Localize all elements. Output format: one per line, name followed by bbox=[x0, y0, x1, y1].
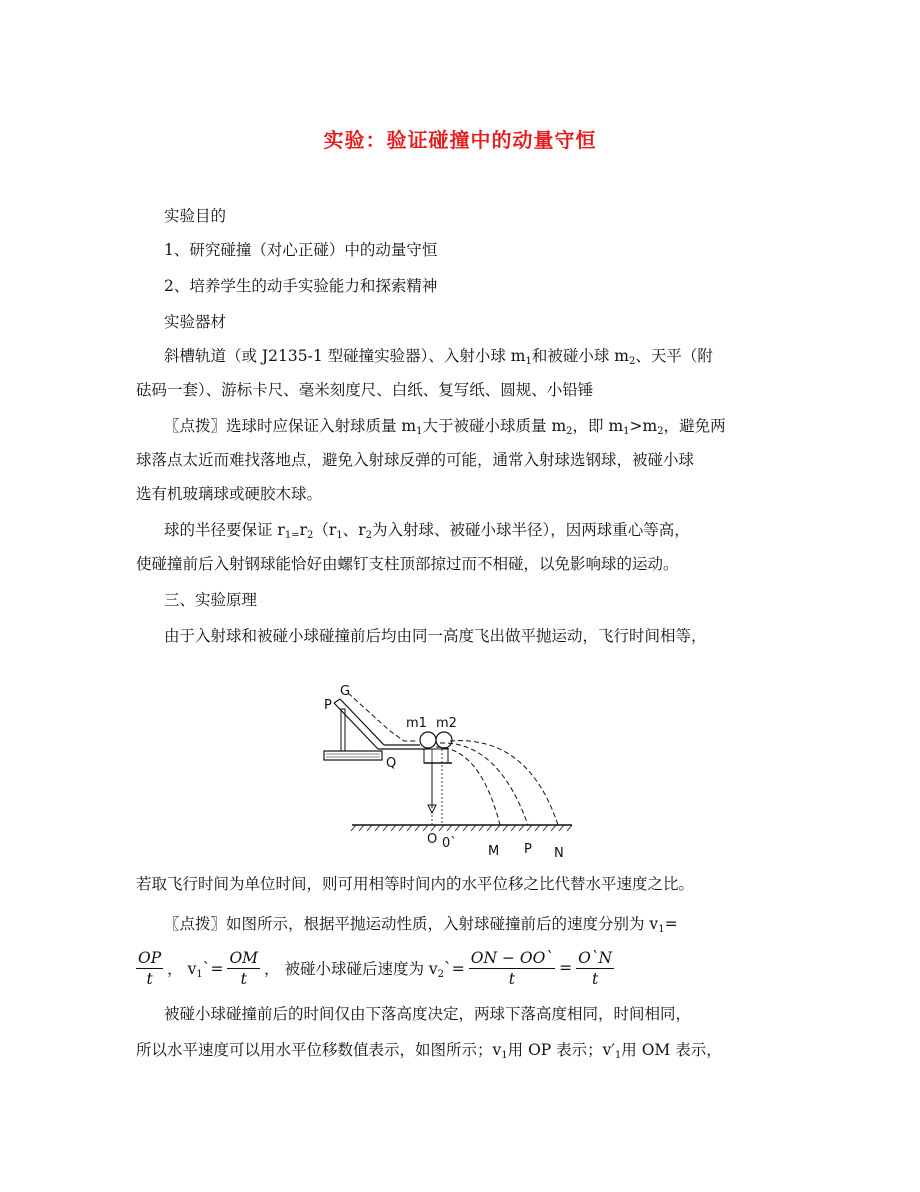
trajectory-n bbox=[450, 741, 558, 825]
page-title: 实验：验证碰撞中的动量守恒 bbox=[323, 128, 597, 152]
section-heading-equipment: 实验器材 bbox=[164, 313, 227, 331]
eq-text-v2-prime: ， 被碰小球碰后速度为 $v_2`=$ bbox=[264, 960, 465, 980]
velocity-equations bbox=[136, 944, 614, 992]
label-g: G bbox=[340, 684, 351, 699]
principle-line-1: 由于入射球和被碰小球碰撞前后均由同一高度飞出做平抛运动，飞行时间相等， bbox=[164, 627, 707, 645]
radius-line-1: 球的半径要保证 $r_{1=}r_2(r_1$、$r_2$为入射球、被碰小球半径），因两球重心等高， bbox=[164, 521, 690, 541]
label-o: O bbox=[427, 832, 438, 847]
ball-m2 bbox=[436, 732, 452, 748]
label-p: P bbox=[524, 842, 532, 857]
label-q: Q bbox=[386, 756, 397, 771]
tip2-line-1: 〖点拨〗如图所示，根据平抛运动性质，入射球碰撞前后的速度分别为 $v_1=$ bbox=[164, 915, 678, 935]
last-line-2: 所以水平速度可以用水平位移数值表示，如图所示；$v_1$用 OP 表示；$v'_1$用 OM 表示， bbox=[136, 1041, 722, 1061]
ball-m1 bbox=[420, 732, 436, 748]
equipment-line-1: 斜槽轨道（或 J2135-1 型碰撞实验器）、入射小球 $m_1$和被碰小球 $m_2$、天平（附 bbox=[164, 347, 713, 367]
eq-text-v1-prime: ， $v_1`=$ bbox=[167, 960, 224, 980]
ground-hatching bbox=[351, 825, 572, 831]
label-m2: m2 bbox=[436, 716, 457, 731]
eq-sign: = bbox=[559, 959, 573, 977]
fraction-om-t: $\frac{OM}{t}$ bbox=[229, 948, 259, 988]
section-heading-purpose: 实验目的 bbox=[164, 207, 227, 225]
label-m: M bbox=[488, 844, 500, 859]
collision-apparatus-diagram bbox=[318, 683, 578, 861]
fraction-on-minus-oo-t: $\frac{ON - OO`}{t}$ bbox=[470, 948, 554, 988]
last-line-1: 被碰小球碰撞前后的时间仅由下落高度决定，两球下落高度相同，时间相同， bbox=[164, 1005, 692, 1023]
tip1-line-2: 球落点太近而难找落地点，避免入射球反弹的可能，通常入射球选钢球，被碰小球 bbox=[136, 451, 695, 469]
label-m1: m1 bbox=[406, 716, 427, 731]
purpose-item-1: 1、研究碰撞（对心正碰）中的动量守恒 bbox=[164, 241, 438, 259]
trajectory-m bbox=[436, 747, 500, 825]
label-p-top: P bbox=[324, 698, 332, 713]
fraction-op-t: $\frac{OP}{t}$ bbox=[138, 948, 162, 988]
purpose-item-2: 2、培养学生的动手实验能力和探索精神 bbox=[164, 277, 438, 295]
label-o-prime: 0` bbox=[442, 836, 457, 851]
tip1-line-3: 选有机玻璃球或硬胶木球。 bbox=[136, 485, 323, 503]
tip1-line-1: 〖点拨〗选球时应保证入射球质量 $m_1$大于被碰小球质量 $m_2$，即 $m_1>m_2$，避免两 bbox=[164, 417, 726, 437]
support-post bbox=[341, 709, 345, 751]
equipment-line-2: 砝码一套）、游标卡尺、毫米刻度尺、白纸、复写纸、圆规、小铅锤 bbox=[136, 381, 594, 399]
screw-support bbox=[424, 749, 448, 763]
radius-line-2: 使碰撞前后入射钢球能恰好由螺钉支柱顶部掠过而不相碰，以免影响球的运动。 bbox=[136, 555, 679, 573]
label-n: N bbox=[554, 846, 564, 861]
diagram-svg bbox=[318, 683, 578, 861]
after-figure-line: 若取飞行时间为单位时间，则可用相等时间内的水平位移之比代替水平速度之比。 bbox=[136, 875, 695, 893]
trajectory-p bbox=[440, 743, 528, 825]
fraction-o-prime-n-t: $\frac{O`N}{t}$ bbox=[578, 948, 613, 988]
base-table bbox=[324, 751, 382, 760]
section-heading-principle: 三、实验原理 bbox=[164, 591, 258, 609]
